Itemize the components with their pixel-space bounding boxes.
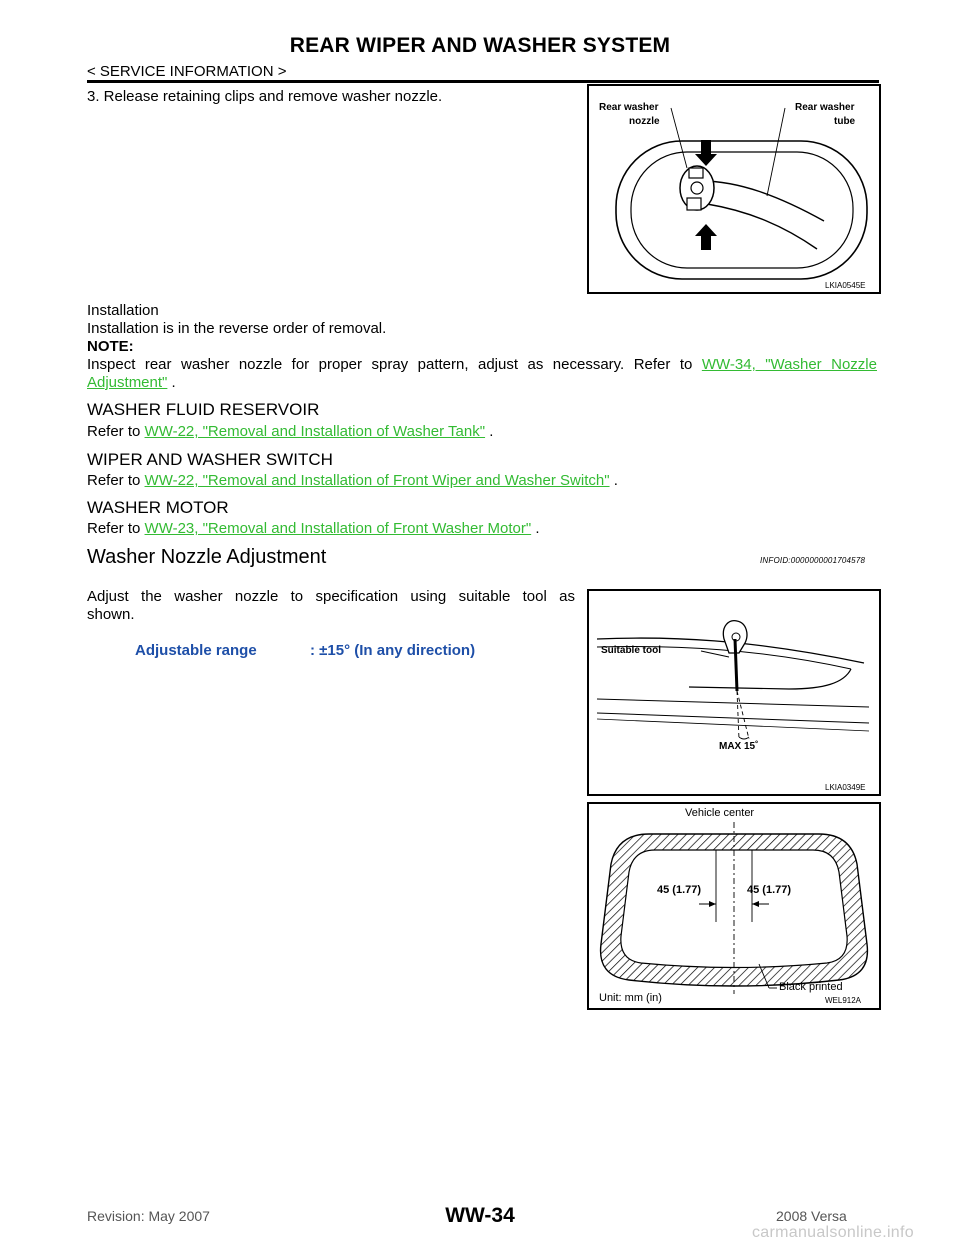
- installation-heading: Installation: [87, 302, 159, 319]
- label-black-printed: Black printed: [779, 981, 843, 993]
- motor-heading: WASHER MOTOR: [87, 498, 229, 517]
- footer-model: 2008 Versa: [776, 1208, 847, 1224]
- label-max-15: MAX 15˚: [719, 741, 759, 752]
- installation-text: Installation is in the reverse order of removal.: [87, 320, 387, 337]
- label-suitable-tool: Suitable tool: [601, 645, 661, 656]
- step-3-text: 3. Release retaining clips and remove washer nozzle.: [87, 88, 443, 105]
- figure-rear-washer-nozzle: [587, 84, 881, 294]
- reservoir-heading: WASHER FLUID RESERVOIR: [87, 400, 320, 419]
- switch-refer: Refer to WW-22, "Removal and Installation of Front Wiper and Washer Switch" .: [87, 472, 618, 489]
- figure-vehicle-center: [587, 802, 881, 1010]
- tool-diagram: [589, 591, 879, 794]
- figure-code: LKIA0545E: [825, 281, 866, 290]
- adjustment-text-2: shown.: [87, 606, 135, 623]
- note-label: NOTE:: [87, 338, 134, 355]
- spec-label: Adjustable range: [135, 642, 257, 659]
- link-front-washer-motor[interactable]: WW-23, "Removal and Installation of Front Washer Motor": [144, 520, 532, 537]
- label-rear-washer-tube-1: Rear washer: [795, 102, 855, 113]
- figure-code: WEL912A: [825, 996, 862, 1005]
- figure-suitable-tool: [587, 589, 881, 796]
- figure-code: LKIA0349E: [825, 783, 866, 792]
- link-wiper-washer-switch[interactable]: WW-22, "Removal and Installation of Front Wiper and Washer Switch": [144, 472, 610, 489]
- reservoir-refer: Refer to WW-22, "Removal and Installation of Washer Tank" .: [87, 423, 494, 440]
- header-rule: [87, 80, 879, 83]
- link-washer-nozzle-adjustment-cont[interactable]: Adjustment": [87, 374, 168, 391]
- adjustment-heading: Washer Nozzle Adjustment: [87, 546, 327, 568]
- page-title: REAR WIPER AND WASHER SYSTEM: [289, 34, 671, 57]
- label-rear-washer-nozzle-2: nozzle: [629, 116, 660, 127]
- switch-heading: WIPER AND WASHER SWITCH: [87, 450, 333, 469]
- page-number: WW-34: [445, 1204, 515, 1227]
- note-text-2: Adjustment" .: [87, 374, 176, 391]
- label-vehicle-center: Vehicle center: [685, 807, 755, 819]
- label-unit: Unit: mm (in): [599, 992, 662, 1004]
- label-rear-washer-tube-2: tube: [834, 116, 856, 127]
- section-label: < SERVICE INFORMATION >: [87, 63, 287, 80]
- windshield-diagram: [589, 804, 879, 1008]
- watermark: carmanualsonline.info: [752, 1224, 914, 1241]
- label-rear-washer-nozzle-1: Rear washer: [599, 102, 659, 113]
- motor-refer: Refer to WW-23, "Removal and Installation of Front Washer Motor" .: [87, 520, 540, 537]
- label-45-right: 45 (1.77): [747, 884, 792, 896]
- spec-value: : ±15° (In any direction): [310, 642, 476, 659]
- link-washer-tank[interactable]: WW-22, "Removal and Installation of Washer Tank": [144, 423, 486, 440]
- info-id: INFOID:0000000001704578: [760, 556, 866, 565]
- link-washer-nozzle-adjustment[interactable]: WW-34, "Washer Nozzle: [701, 356, 877, 373]
- note-text: Inspect rear washer nozzle for proper spray pattern, adjust as necessary. Refer to WW-34, "Washer Nozzle: [87, 356, 877, 373]
- label-45-left: 45 (1.77): [657, 884, 702, 896]
- adjustment-text-1: Adjust the washer nozzle to specification using suitable tool as: [87, 588, 575, 605]
- footer-revision: Revision: May 2007: [87, 1208, 210, 1224]
